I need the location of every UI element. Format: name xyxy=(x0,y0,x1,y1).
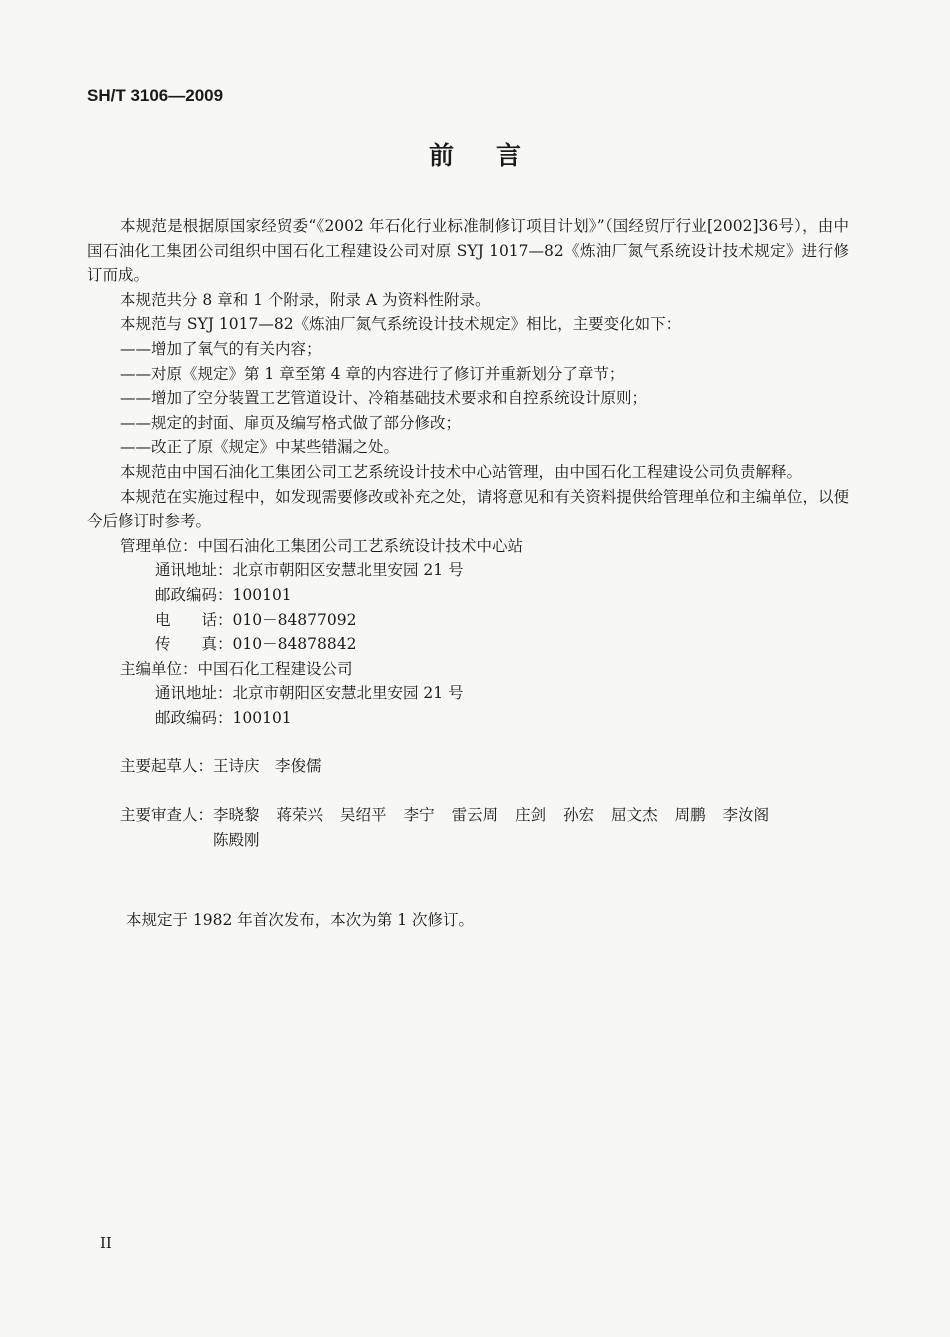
reviewer-name: 李宁 xyxy=(403,806,435,825)
reviewers-names xyxy=(213,803,833,852)
change-item: ——改正了原《规定》中某些错漏之处。 xyxy=(120,438,400,457)
page-title: 前言 xyxy=(428,141,563,170)
reviewer-name: 蒋荣兴 xyxy=(276,806,324,825)
paragraph: 本规范在实施过程中，如发现需要修改或补充之处，请将意见和有关资料提供给管理单位和主编单位，以便今后修订时参考。 xyxy=(87,487,849,531)
reviewer-name: 孙宏 xyxy=(563,806,595,825)
paragraph: 本规范与 SYJ 1017—82《炼油厂氮气系统设计技术规定》相比，主要变化如下： xyxy=(120,315,682,334)
management-unit: 管理单位：中国石油化工集团公司工艺系统设计技术中心站 xyxy=(120,536,524,555)
standard-code: SH/T 3106—2009 xyxy=(87,86,224,105)
management-fax: 传 真：010－84878842 xyxy=(155,635,357,654)
editor-postcode: 邮政编码：100101 xyxy=(155,708,292,727)
paragraph: 本规范共分 8 章和 1 个附录，附录 A 为资料性附录。 xyxy=(120,290,491,309)
drafters: 主要起草人：王诗庆 李俊儒 xyxy=(120,757,322,776)
reviewer-name: 李晓黎 xyxy=(213,806,260,825)
change-item: ——规定的封面、扉页及编写格式做了部分修改； xyxy=(120,413,462,432)
change-item: ——增加了空分装置工艺管道设计、冷箱基础技术要求和自控系统设计原则； xyxy=(120,389,648,408)
change-item: ——增加了氧气的有关内容； xyxy=(120,339,322,358)
release-note: 本规定于 1982 年首次发布，本次为第 1 次修订。 xyxy=(126,911,475,929)
reviewer-name: 庄剑 xyxy=(515,806,547,825)
reviewers-label: 主要审查人： xyxy=(120,806,214,825)
paragraph: 本规范是根据原国家经贸委“《2002 年石化行业标准制修订项目计划》”（国经贸厅行业[2002]36号），由中国石油化工集团公司组织中国石化工程建设公司对原 SYJ 1017—82《炼油厂氮气系统设计技术规定》进行修订而成。 xyxy=(87,217,849,285)
reviewer-name: 周鹏 xyxy=(674,806,706,825)
management-phone: 电 话：010－84877092 xyxy=(155,610,357,629)
reviewer-name: 雷云周 xyxy=(451,806,499,825)
paragraph: 本规范由中国石油化工集团公司工艺系统设计技术中心站管理，由中国石化工程建设公司负责解释。 xyxy=(120,462,803,481)
reviewer-name: 屈文杰 xyxy=(611,806,658,825)
management-postcode: 邮政编码：100101 xyxy=(155,585,292,604)
reviewer-name: 陈殿刚 xyxy=(213,830,260,849)
reviewers xyxy=(87,803,849,852)
management-address: 通讯地址：北京市朝阳区安慧北里安园 21 号 xyxy=(155,561,464,580)
document-body xyxy=(87,214,849,852)
page-number: II xyxy=(100,1234,112,1252)
editor-unit: 主编单位：中国石化工程建设公司 xyxy=(120,659,353,678)
reviewer-name: 吴绍平 xyxy=(340,806,387,825)
editor-address: 通讯地址：北京市朝阳区安慧北里安园 21 号 xyxy=(155,684,464,703)
change-item: ——对原《规定》第 1 章至第 4 章的内容进行了修订并重新划分了章节； xyxy=(120,364,625,383)
reviewer-name: 李汝阁 xyxy=(722,806,770,825)
